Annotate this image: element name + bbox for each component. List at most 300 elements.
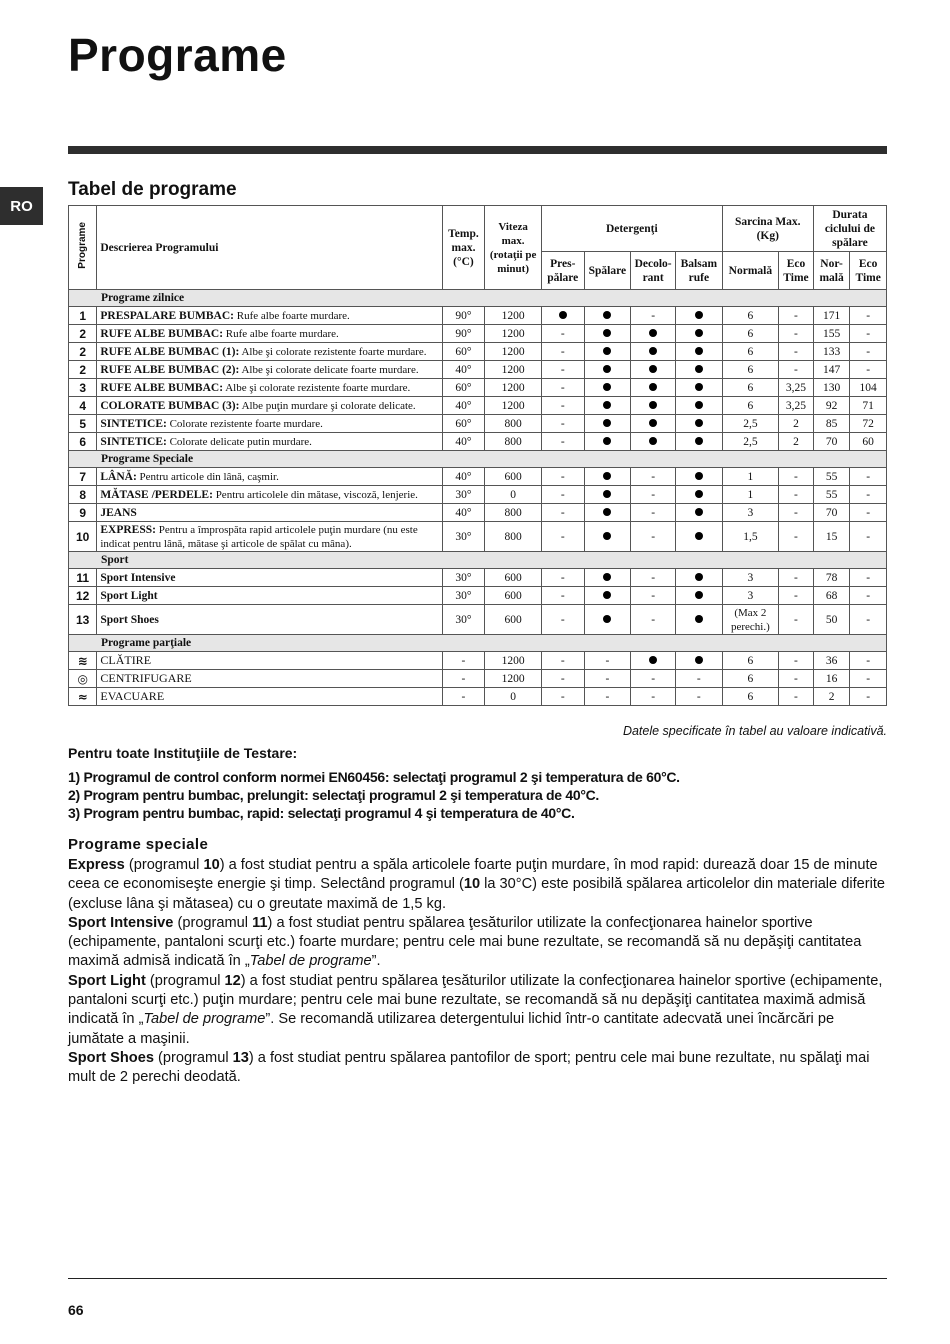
duration-value: 147 [813, 361, 850, 379]
bullet-mark [649, 401, 657, 409]
prewash-value: - [541, 688, 584, 706]
programme-description: SINTETICE: Colorate delicate putin murdare. [97, 433, 442, 451]
wash-value [584, 361, 631, 379]
bullet-mark [649, 329, 657, 337]
bullet-mark [603, 311, 611, 319]
bullet-mark [603, 508, 611, 516]
table-row [69, 415, 887, 433]
table-row [69, 397, 887, 415]
load-value: 6 [722, 307, 778, 325]
temp-value: - [442, 652, 485, 670]
speed-value: 1200 [485, 379, 542, 397]
bleach-value: - [631, 688, 676, 706]
programme-number: 2 [69, 325, 97, 343]
spin-icon: ◎ [77, 671, 88, 686]
duration-value: 16 [813, 670, 850, 688]
temp-value: 30° [442, 605, 485, 635]
load-value: 1 [722, 468, 778, 486]
wash-value [584, 587, 631, 605]
group-header-row [69, 635, 887, 652]
load-value: 6 [722, 397, 778, 415]
prewash-value: - [541, 468, 584, 486]
load-value: 2,5 [722, 415, 778, 433]
programme-number [69, 688, 97, 706]
bleach-value [631, 379, 676, 397]
duration-eco-value: - [850, 587, 887, 605]
wash-value [584, 415, 631, 433]
programme-number: 4 [69, 397, 97, 415]
wash-value [584, 605, 631, 635]
load-value: 1 [722, 486, 778, 504]
table-row [69, 504, 887, 522]
table-row [69, 307, 887, 325]
table-row [69, 486, 887, 504]
wash-value [584, 343, 631, 361]
duration-value: 78 [813, 569, 850, 587]
duration-eco-value: - [850, 652, 887, 670]
programme-number: 2 [69, 343, 97, 361]
softener-value [676, 468, 723, 486]
duration-eco-value: - [850, 670, 887, 688]
programme-col-header: Programe [69, 206, 97, 290]
load-value: 1,5 [722, 522, 778, 552]
temp-value: 60° [442, 415, 485, 433]
programme-description: RUFE ALBE BUMBAC: Rufe albe foarte murdare. [97, 325, 442, 343]
bullet-mark [649, 437, 657, 445]
speed-value: 800 [485, 504, 542, 522]
softener-value [676, 652, 723, 670]
wash-value: - [584, 652, 631, 670]
table-row [69, 522, 887, 552]
softener-value [676, 605, 723, 635]
load-eco-value: - [779, 504, 814, 522]
table-row [69, 433, 887, 451]
bullet-mark [695, 365, 703, 373]
programme-description: EXPRESS: Pentru a împrospăta rapid articolele puţin murdare (nu este indicat pentru lână, mătase şi articole de spălat cu mâna). [97, 522, 442, 552]
programme-description: JEANS [97, 504, 442, 522]
table-row [69, 379, 887, 397]
bullet-mark [603, 383, 611, 391]
speed-col-header: Viteza max. (rotaţii pe minut) [485, 206, 542, 290]
bullet-mark [649, 347, 657, 355]
programme-number: 6 [69, 433, 97, 451]
programme-number: 12 [69, 587, 97, 605]
temp-col-header: Temp. max. (°C) [442, 206, 485, 290]
group-label: Programe zilnice [69, 290, 887, 307]
programme-number: 3 [69, 379, 97, 397]
temp-value: 40° [442, 361, 485, 379]
prewash-value: - [541, 415, 584, 433]
load-eco-value: 3,25 [779, 379, 814, 397]
prewash-value: - [541, 670, 584, 688]
bullet-mark [649, 365, 657, 373]
bullet-mark [603, 347, 611, 355]
bullet-mark [695, 615, 703, 623]
duration-value: 36 [813, 652, 850, 670]
load-eco-col-header: Eco Time [779, 252, 814, 290]
bleach-value: - [631, 569, 676, 587]
duration-value: 133 [813, 343, 850, 361]
bleach-value: - [631, 468, 676, 486]
wash-value [584, 504, 631, 522]
softener-value [676, 569, 723, 587]
prewash-value: - [541, 397, 584, 415]
load-value: 6 [722, 379, 778, 397]
speed-value: 600 [485, 605, 542, 635]
group-label: Sport [69, 552, 887, 569]
bleach-value: - [631, 307, 676, 325]
temp-value: 40° [442, 504, 485, 522]
duration-eco-value: - [850, 504, 887, 522]
programme-number [69, 652, 97, 670]
testing-line: 3) Program pentru bumbac, rapid: selectaţi programul 4 şi temperatura de 40°C. [68, 805, 575, 821]
page-title: Programe [68, 29, 287, 81]
detergents-col-header: Detergenţi [541, 206, 722, 252]
load-value: 3 [722, 504, 778, 522]
softener-value [676, 325, 723, 343]
duration-value: 85 [813, 415, 850, 433]
wash-value [584, 397, 631, 415]
bullet-mark [695, 437, 703, 445]
programme-description: SINTETICE: Colorate rezistente foarte murdare. [97, 415, 442, 433]
group-header-row [69, 451, 887, 468]
speed-value: 600 [485, 468, 542, 486]
duration-eco-value: 60 [850, 433, 887, 451]
duration-eco-col-header: Eco Time [850, 252, 887, 290]
duration-value: 15 [813, 522, 850, 552]
load-eco-value: - [779, 652, 814, 670]
duration-eco-value: - [850, 468, 887, 486]
special-programmes-title: Programe speciale [68, 836, 209, 853]
load-eco-value: - [779, 587, 814, 605]
speed-value: 0 [485, 486, 542, 504]
speed-value: 1200 [485, 343, 542, 361]
section-title: Tabel de programe [68, 179, 237, 200]
bullet-mark [695, 508, 703, 516]
programme-number [69, 670, 97, 688]
testing-instructions [68, 768, 680, 822]
bullet-mark [695, 656, 703, 664]
duration-eco-value: - [850, 522, 887, 552]
softener-value [676, 522, 723, 552]
programme-description: RUFE ALBE BUMBAC (2): Albe şi colorate delicate foarte murdare. [97, 361, 442, 379]
load-value: (Max 2 perechi.) [722, 605, 778, 635]
description-col-header: Descrierea Programului [97, 206, 442, 290]
bullet-mark [559, 311, 567, 319]
wash-value: - [584, 670, 631, 688]
testing-line: 2) Program pentru bumbac, prelungit: selectaţi programul 2 şi temperatura de 40°C. [68, 787, 600, 803]
load-normal-col-header: Normală [722, 252, 778, 290]
bleach-value [631, 433, 676, 451]
duration-value: 55 [813, 486, 850, 504]
bullet-mark [695, 573, 703, 581]
duration-value: 155 [813, 325, 850, 343]
table-row [69, 670, 887, 688]
duration-value: 130 [813, 379, 850, 397]
bullet-mark [695, 591, 703, 599]
load-eco-value: - [779, 569, 814, 587]
bullet-mark [695, 383, 703, 391]
programme-description: MĂTASE /PERDELE: Pentru articolele din mătase, viscoză, lenjerie. [97, 486, 442, 504]
bleach-value: - [631, 486, 676, 504]
load-value: 3 [722, 587, 778, 605]
softener-value [676, 307, 723, 325]
wash-value [584, 569, 631, 587]
load-value: 6 [722, 688, 778, 706]
load-value: 6 [722, 670, 778, 688]
duration-eco-value: - [850, 569, 887, 587]
prewash-value: - [541, 652, 584, 670]
duration-col-header: Durata ciclului de spălare [813, 206, 886, 252]
programme-description: PRESPALARE BUMBAC: Rufe albe foarte murdare. [97, 307, 442, 325]
load-value: 2,5 [722, 433, 778, 451]
wash-value [584, 522, 631, 552]
duration-value: 70 [813, 433, 850, 451]
testing-title: Pentru toate Instituţiile de Testare: [68, 745, 298, 761]
programme-description: RUFE ALBE BUMBAC: Albe şi colorate rezistente foarte murdare. [97, 379, 442, 397]
load-eco-value: - [779, 522, 814, 552]
duration-eco-value: - [850, 688, 887, 706]
group-header-row [69, 290, 887, 307]
load-eco-value: - [779, 486, 814, 504]
temp-value: 40° [442, 468, 485, 486]
temp-value: 30° [442, 522, 485, 552]
title-divider-bar [68, 146, 887, 154]
wash-value [584, 486, 631, 504]
bullet-mark [603, 419, 611, 427]
temp-value: - [442, 688, 485, 706]
wash-value [584, 325, 631, 343]
wash-value [584, 307, 631, 325]
special-programme-paragraph: Sport Shoes (programul 13) a fost studiat pentru spălarea pantofilor de sport; pentru cele mai bune rezultate, nu spălaţi mai mult de 2 perechi deodată. [68, 1049, 870, 1086]
bullet-mark [603, 490, 611, 498]
programme-description: Sport Shoes [97, 605, 442, 635]
duration-eco-value: 72 [850, 415, 887, 433]
softener-value: - [676, 688, 723, 706]
speed-value: 600 [485, 587, 542, 605]
bleach-value: - [631, 587, 676, 605]
speed-value: 1200 [485, 670, 542, 688]
group-header-row [69, 552, 887, 569]
load-eco-value: - [779, 605, 814, 635]
prewash-value [541, 307, 584, 325]
softener-value [676, 504, 723, 522]
bullet-mark [603, 615, 611, 623]
load-value: 6 [722, 325, 778, 343]
bullet-mark [695, 347, 703, 355]
programme-number: 10 [69, 522, 97, 552]
temp-value: 30° [442, 587, 485, 605]
bullet-mark [695, 311, 703, 319]
table-row [69, 587, 887, 605]
duration-value: 70 [813, 504, 850, 522]
duration-eco-value: - [850, 605, 887, 635]
softener-value [676, 361, 723, 379]
bleach-value [631, 361, 676, 379]
load-eco-value: 2 [779, 415, 814, 433]
duration-eco-value: - [850, 307, 887, 325]
bullet-mark [695, 490, 703, 498]
load-eco-value: 2 [779, 433, 814, 451]
prewash-value: - [541, 325, 584, 343]
load-value: 6 [722, 361, 778, 379]
speed-value: 1200 [485, 307, 542, 325]
speed-value: 0 [485, 688, 542, 706]
prewash-value: - [541, 504, 584, 522]
prewash-value: - [541, 522, 584, 552]
table-note: Datele specificate în tabel au valoare indicativă. [622, 724, 887, 738]
prewash-value: - [541, 433, 584, 451]
bullet-mark [603, 365, 611, 373]
bleach-value [631, 397, 676, 415]
programme-number: 1 [69, 307, 97, 325]
programme-description: LÂNĂ: Pentru articole din lână, caşmir. [97, 468, 442, 486]
programme-description: CENTRIFUGARE [97, 670, 442, 688]
bleach-value: - [631, 504, 676, 522]
programme-table [68, 205, 887, 706]
duration-value: 171 [813, 307, 850, 325]
softener-value [676, 397, 723, 415]
bullet-mark [603, 472, 611, 480]
programme-number: 11 [69, 569, 97, 587]
duration-value: 68 [813, 587, 850, 605]
wash-value: - [584, 688, 631, 706]
bullet-mark [649, 419, 657, 427]
load-value: 3 [722, 569, 778, 587]
bleach-value [631, 652, 676, 670]
group-label: Programe Speciale [69, 451, 887, 468]
speed-value: 600 [485, 569, 542, 587]
bullet-mark [603, 573, 611, 581]
duration-eco-value: - [850, 343, 887, 361]
duration-value: 55 [813, 468, 850, 486]
softener-value [676, 343, 723, 361]
bullet-mark [695, 401, 703, 409]
bleach-value: - [631, 670, 676, 688]
duration-value: 2 [813, 688, 850, 706]
duration-value: 50 [813, 605, 850, 635]
special-programme-paragraph: Sport Intensive (programul 11) a fost studiat pentru spălarea ţesăturilor utilizate la confecţionarea hainelor sportive (echipamente, pantaloni scurţi etc.) foarte murdare; pentru cele mai bune rezultate, se recomandă să nu depăşiţi cantitatea maximă admisă indicată în „Tabel de programe”. [68, 914, 862, 970]
duration-eco-value: - [850, 486, 887, 504]
prewash-value: - [541, 605, 584, 635]
table-row [69, 688, 887, 706]
table-row [69, 361, 887, 379]
load-value: 6 [722, 343, 778, 361]
load-eco-value: - [779, 343, 814, 361]
load-eco-value: - [779, 307, 814, 325]
wash-value [584, 468, 631, 486]
bullet-mark [695, 532, 703, 540]
speed-value: 1200 [485, 361, 542, 379]
temp-value: 60° [442, 379, 485, 397]
duration-value: 92 [813, 397, 850, 415]
testing-line: 1) Programul de control conform normei EN60456: selectaţi programul 2 şi temperatura de 60°C. [68, 769, 680, 785]
bleach-value [631, 415, 676, 433]
special-programmes-body [68, 856, 888, 1088]
programme-number: 9 [69, 504, 97, 522]
temp-value: 90° [442, 325, 485, 343]
programme-number: 8 [69, 486, 97, 504]
bullet-mark [695, 329, 703, 337]
bleach-col-header: Decolo- rant [631, 252, 676, 290]
special-programme-paragraph: Sport Light (programul 12) a fost studiat pentru spălarea ţesăturilor utilizate la confecţionarea hainelor sportive (echipamente, pantaloni scurţi etc.) puţin murdare; pentru cele mai bune rezultate, se recomandă să nu depăşiţi cantitatea maximă admisă indicată în „Tabel de programe”. Se recomandă utilizarea detergentului lichid într-o cantitate adecvată unei încărcări pe jumătate a maşinii. [68, 972, 883, 1047]
bullet-mark [603, 329, 611, 337]
softener-value [676, 486, 723, 504]
temp-value: 30° [442, 569, 485, 587]
softener-col-header: Balsam rufe [676, 252, 723, 290]
programme-number: 13 [69, 605, 97, 635]
bullet-mark [603, 591, 611, 599]
special-programme-paragraph: Express (programul 10) a fost studiat pentru a spăla articolele foarte puţin murdare, în mod rapid: durează doar 15 de minute ceea ce economiseşte energie şi timp. Selectând programul (10 la 30°C) este posibilă spălarea articolelor din materiale diferite (excluse lâna şi mătasea) cu o greutate maximă de 1,5 kg. [68, 857, 886, 912]
bullet-mark [695, 419, 703, 427]
programme-description: COLORATE BUMBAC (3): Albe puţin murdare şi colorate delicate. [97, 397, 442, 415]
temp-value: 60° [442, 343, 485, 361]
language-tab: RO [0, 187, 43, 225]
load-eco-value: - [779, 468, 814, 486]
load-col-header: Sarcina Max. (Kg) [722, 206, 813, 252]
programme-description: EVACUARE [97, 688, 442, 706]
temp-value: 30° [442, 486, 485, 504]
bullet-mark [603, 532, 611, 540]
duration-eco-value: - [850, 325, 887, 343]
duration-eco-value: 104 [850, 379, 887, 397]
programme-description: CLĂTIRE [97, 652, 442, 670]
table-row [69, 325, 887, 343]
temp-value: 40° [442, 397, 485, 415]
bullet-mark [649, 656, 657, 664]
temp-value: 90° [442, 307, 485, 325]
programme-number: 7 [69, 468, 97, 486]
drain-icon: ≈ [77, 689, 88, 704]
softener-value: - [676, 670, 723, 688]
bleach-value [631, 343, 676, 361]
prewash-value: - [541, 361, 584, 379]
duration-eco-value: - [850, 361, 887, 379]
bullet-mark [603, 437, 611, 445]
speed-value: 800 [485, 433, 542, 451]
load-eco-value: 3,25 [779, 397, 814, 415]
duration-eco-value: 71 [850, 397, 887, 415]
programme-description: RUFE ALBE BUMBAC (1): Albe şi colorate rezistente foarte murdare. [97, 343, 442, 361]
duration-normal-col-header: Nor- mală [813, 252, 850, 290]
programme-description: Sport Light [97, 587, 442, 605]
softener-value [676, 433, 723, 451]
speed-value: 800 [485, 415, 542, 433]
wash-col-header: Spălare [584, 252, 631, 290]
load-value: 6 [722, 652, 778, 670]
softener-value [676, 587, 723, 605]
wash-value [584, 433, 631, 451]
bullet-mark [649, 383, 657, 391]
speed-value: 800 [485, 522, 542, 552]
programme-number: 2 [69, 361, 97, 379]
page-number: 66 [68, 1302, 84, 1318]
table-row [69, 569, 887, 587]
footer-divider [68, 1278, 887, 1279]
softener-value [676, 379, 723, 397]
programme-number: 5 [69, 415, 97, 433]
prewash-col-header: Pres- pălare [541, 252, 584, 290]
speed-value: 1200 [485, 652, 542, 670]
bleach-value [631, 325, 676, 343]
rinse-icon: ≋ [77, 653, 88, 668]
bullet-mark [603, 401, 611, 409]
load-eco-value: - [779, 670, 814, 688]
prewash-value: - [541, 343, 584, 361]
load-eco-value: - [779, 325, 814, 343]
prewash-value: - [541, 379, 584, 397]
bleach-value: - [631, 605, 676, 635]
